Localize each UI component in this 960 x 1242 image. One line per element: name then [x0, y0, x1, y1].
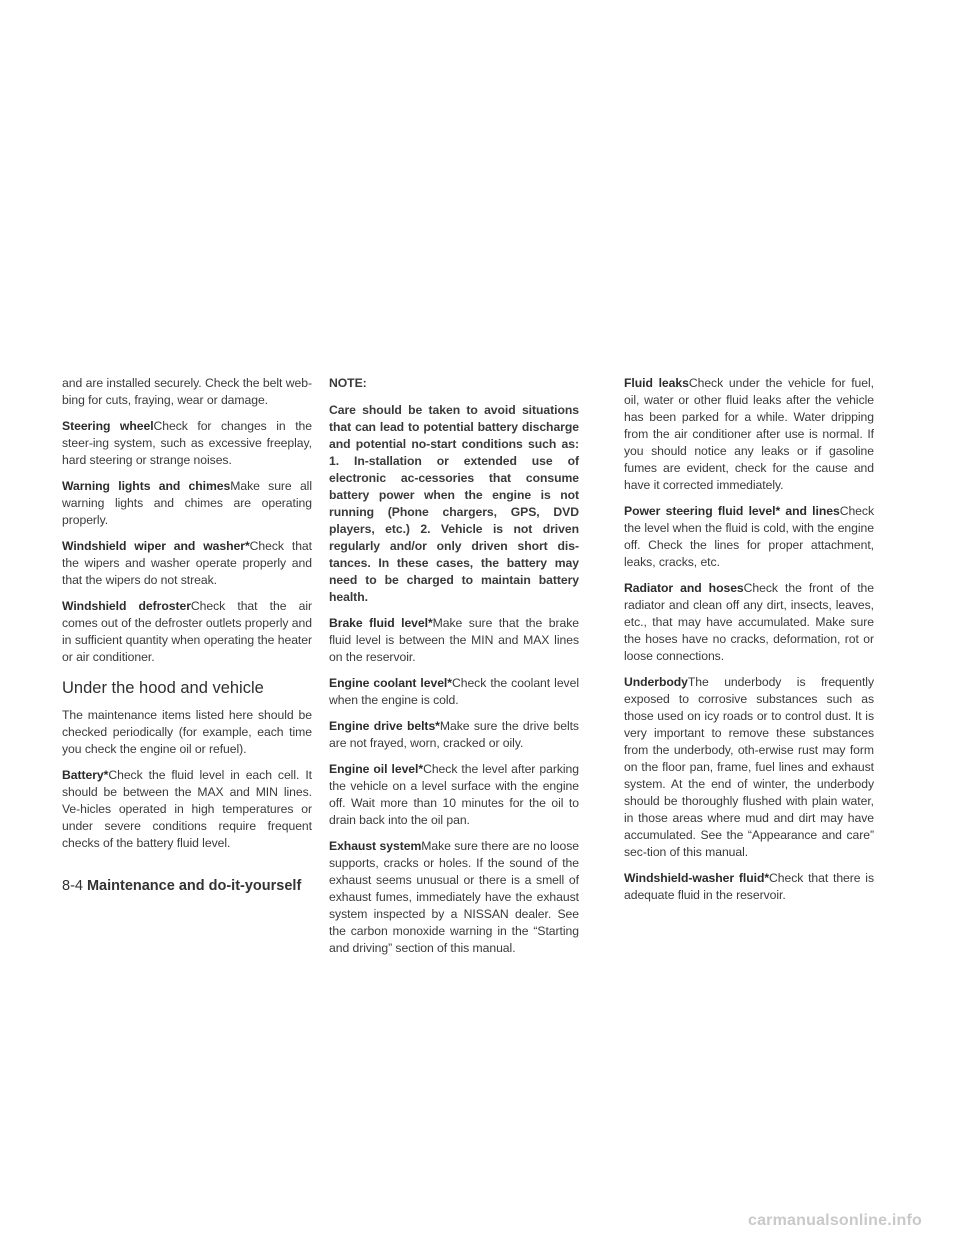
item-text: Check the level after parking the vehicle on a level surface with the engine off. Wait more than 10 minutes for the oil to drain back into the oil pan. — [329, 762, 579, 827]
item-steering-wheel — [62, 418, 312, 469]
item-text: Make sure all warning lights and chimes are operating properly. — [62, 479, 312, 527]
item-term: Windshield wiper and washer* — [62, 539, 250, 553]
item-term: Windshield-washer fluid* — [624, 871, 770, 885]
item-warning-lights — [62, 478, 312, 529]
item-fluid-leaks — [624, 375, 874, 494]
item-term: Brake fluid level* — [329, 616, 433, 630]
footer-section-title: Maintenance and do-it-yourself — [86, 878, 302, 894]
item-engine-drive-belts — [329, 718, 579, 752]
item-washer-fluid — [624, 870, 874, 904]
section-intro: The maintenance items listed here should be checked periodically (for example, each time you check the engine oil or refuel). — [62, 708, 312, 756]
item-term: Engine drive belts* — [329, 719, 440, 733]
item-text: Check the fluid level in each cell. It should be between the MAX and MIN lines. Ve-hicles operated in high temperatures or under severe conditions require frequent checks of the battery fluid level. — [62, 768, 312, 850]
item-engine-oil — [329, 761, 579, 829]
item-term: Exhaust system — [329, 839, 422, 853]
note-text: Care should be taken to avoid situations that can lead to potential battery discharge and potential no-start conditions such as: 1. In-stallation or extended use of electronic ac-cessories that consume battery power when the engine is not running (Phone chargers, GPS, DVD players, etc.) 2. Vehicle is not driven regularly and/or only driven short dis-tances. In these cases, the battery may need to be charged to maintain battery health. — [329, 403, 579, 604]
item-text: Check the front of the radiator and clean off any dirt, insects, leaves, etc., that may have accumulated. Make sure the hoses have no cracks, deformation, rot or loose connections. — [624, 581, 874, 663]
item-text: Make sure that the brake fluid level is between the MIN and MAX lines on the reservoir. — [329, 616, 579, 664]
item-brake-fluid — [329, 615, 579, 666]
column-right — [624, 375, 874, 913]
item-radiator-hoses — [624, 580, 874, 665]
item-text: Check under the vehicle for fuel, oil, water or other fluid leaks after the vehicle has been parked for a while. Water dripping from the air conditioner after use is normal. If you should notice any leaks or if gasoline fumes are evident, check for the cause and have it corrected immediately. — [624, 376, 874, 492]
column-left — [62, 375, 312, 861]
item-text: The underbody is frequently exposed to corrosive substances such as those used on icy roads or to control dust. It is very important to remove these substances from the underbody, oth-erwise rust may form on the floor pan, frame, fuel lines and exhaust system. At the end of winter, the underbody should be thoroughly flushed with plain water, in those areas where mud and dirt may have accumulated. See the “Appearance and care” sec-tion of this manual. — [624, 675, 874, 859]
item-text: Check the coolant level when the engine is cold. — [329, 676, 579, 707]
page-footer — [62, 878, 301, 894]
intro-paragraph: and are installed securely. Check the belt web-bing for cuts, fraying, wear or damage. — [62, 376, 312, 407]
item-text: Make sure the drive belts are not frayed, worn, cracked or oily. — [329, 719, 579, 750]
item-underbody — [624, 674, 874, 861]
item-term: Fluid leaks — [624, 376, 689, 390]
column-middle — [329, 375, 579, 966]
item-term: Underbody — [624, 675, 688, 689]
item-term: Steering wheel — [62, 419, 154, 433]
item-term: Radiator and hoses — [624, 581, 744, 595]
item-text: Check the level when the fluid is cold, with the engine off. Check the lines for proper attachment, leaks, cracks, etc. — [624, 504, 874, 569]
item-text: Check that the air comes out of the defroster outlets properly and in sufficient quantity when operating the heater or air conditioner. — [62, 599, 312, 664]
item-power-steering — [624, 503, 874, 571]
section-heading: Under the hood and vehicle — [62, 679, 264, 697]
item-text: Check that there is adequate fluid in the reservoir. — [624, 871, 874, 902]
item-term: Power steering fluid level* and lines — [624, 504, 840, 518]
item-text: Check that the wipers and washer operate properly and that the wipers do not streak. — [62, 539, 312, 587]
item-term: Windshield defroster — [62, 599, 191, 613]
note-heading: NOTE: — [329, 376, 367, 390]
item-windshield-defroster — [62, 598, 312, 666]
item-term: Battery* — [62, 768, 109, 782]
page-number: 8-4 — [62, 878, 83, 894]
item-term: Warning lights and chimes — [62, 479, 231, 493]
item-term: Engine oil level* — [329, 762, 424, 776]
item-term: Engine coolant level* — [329, 676, 452, 690]
item-exhaust-system — [329, 838, 579, 957]
item-text: Check for changes in the steer-ing system, such as excessive freeplay, hard steering or strange noises. — [62, 419, 312, 467]
item-windshield-wiper — [62, 538, 312, 589]
item-text: Make sure there are no loose supports, cracks or holes. If the sound of the exhaust seems unusual or there is a smell of exhaust fumes, immediately have the exhaust system inspected by a NISSAN dealer. See the carbon monoxide warning in the “Starting and driving” section of this manual. — [329, 839, 579, 955]
watermark: carmanualsonline.info — [747, 1212, 922, 1229]
item-battery — [62, 767, 312, 852]
item-engine-coolant — [329, 675, 579, 709]
